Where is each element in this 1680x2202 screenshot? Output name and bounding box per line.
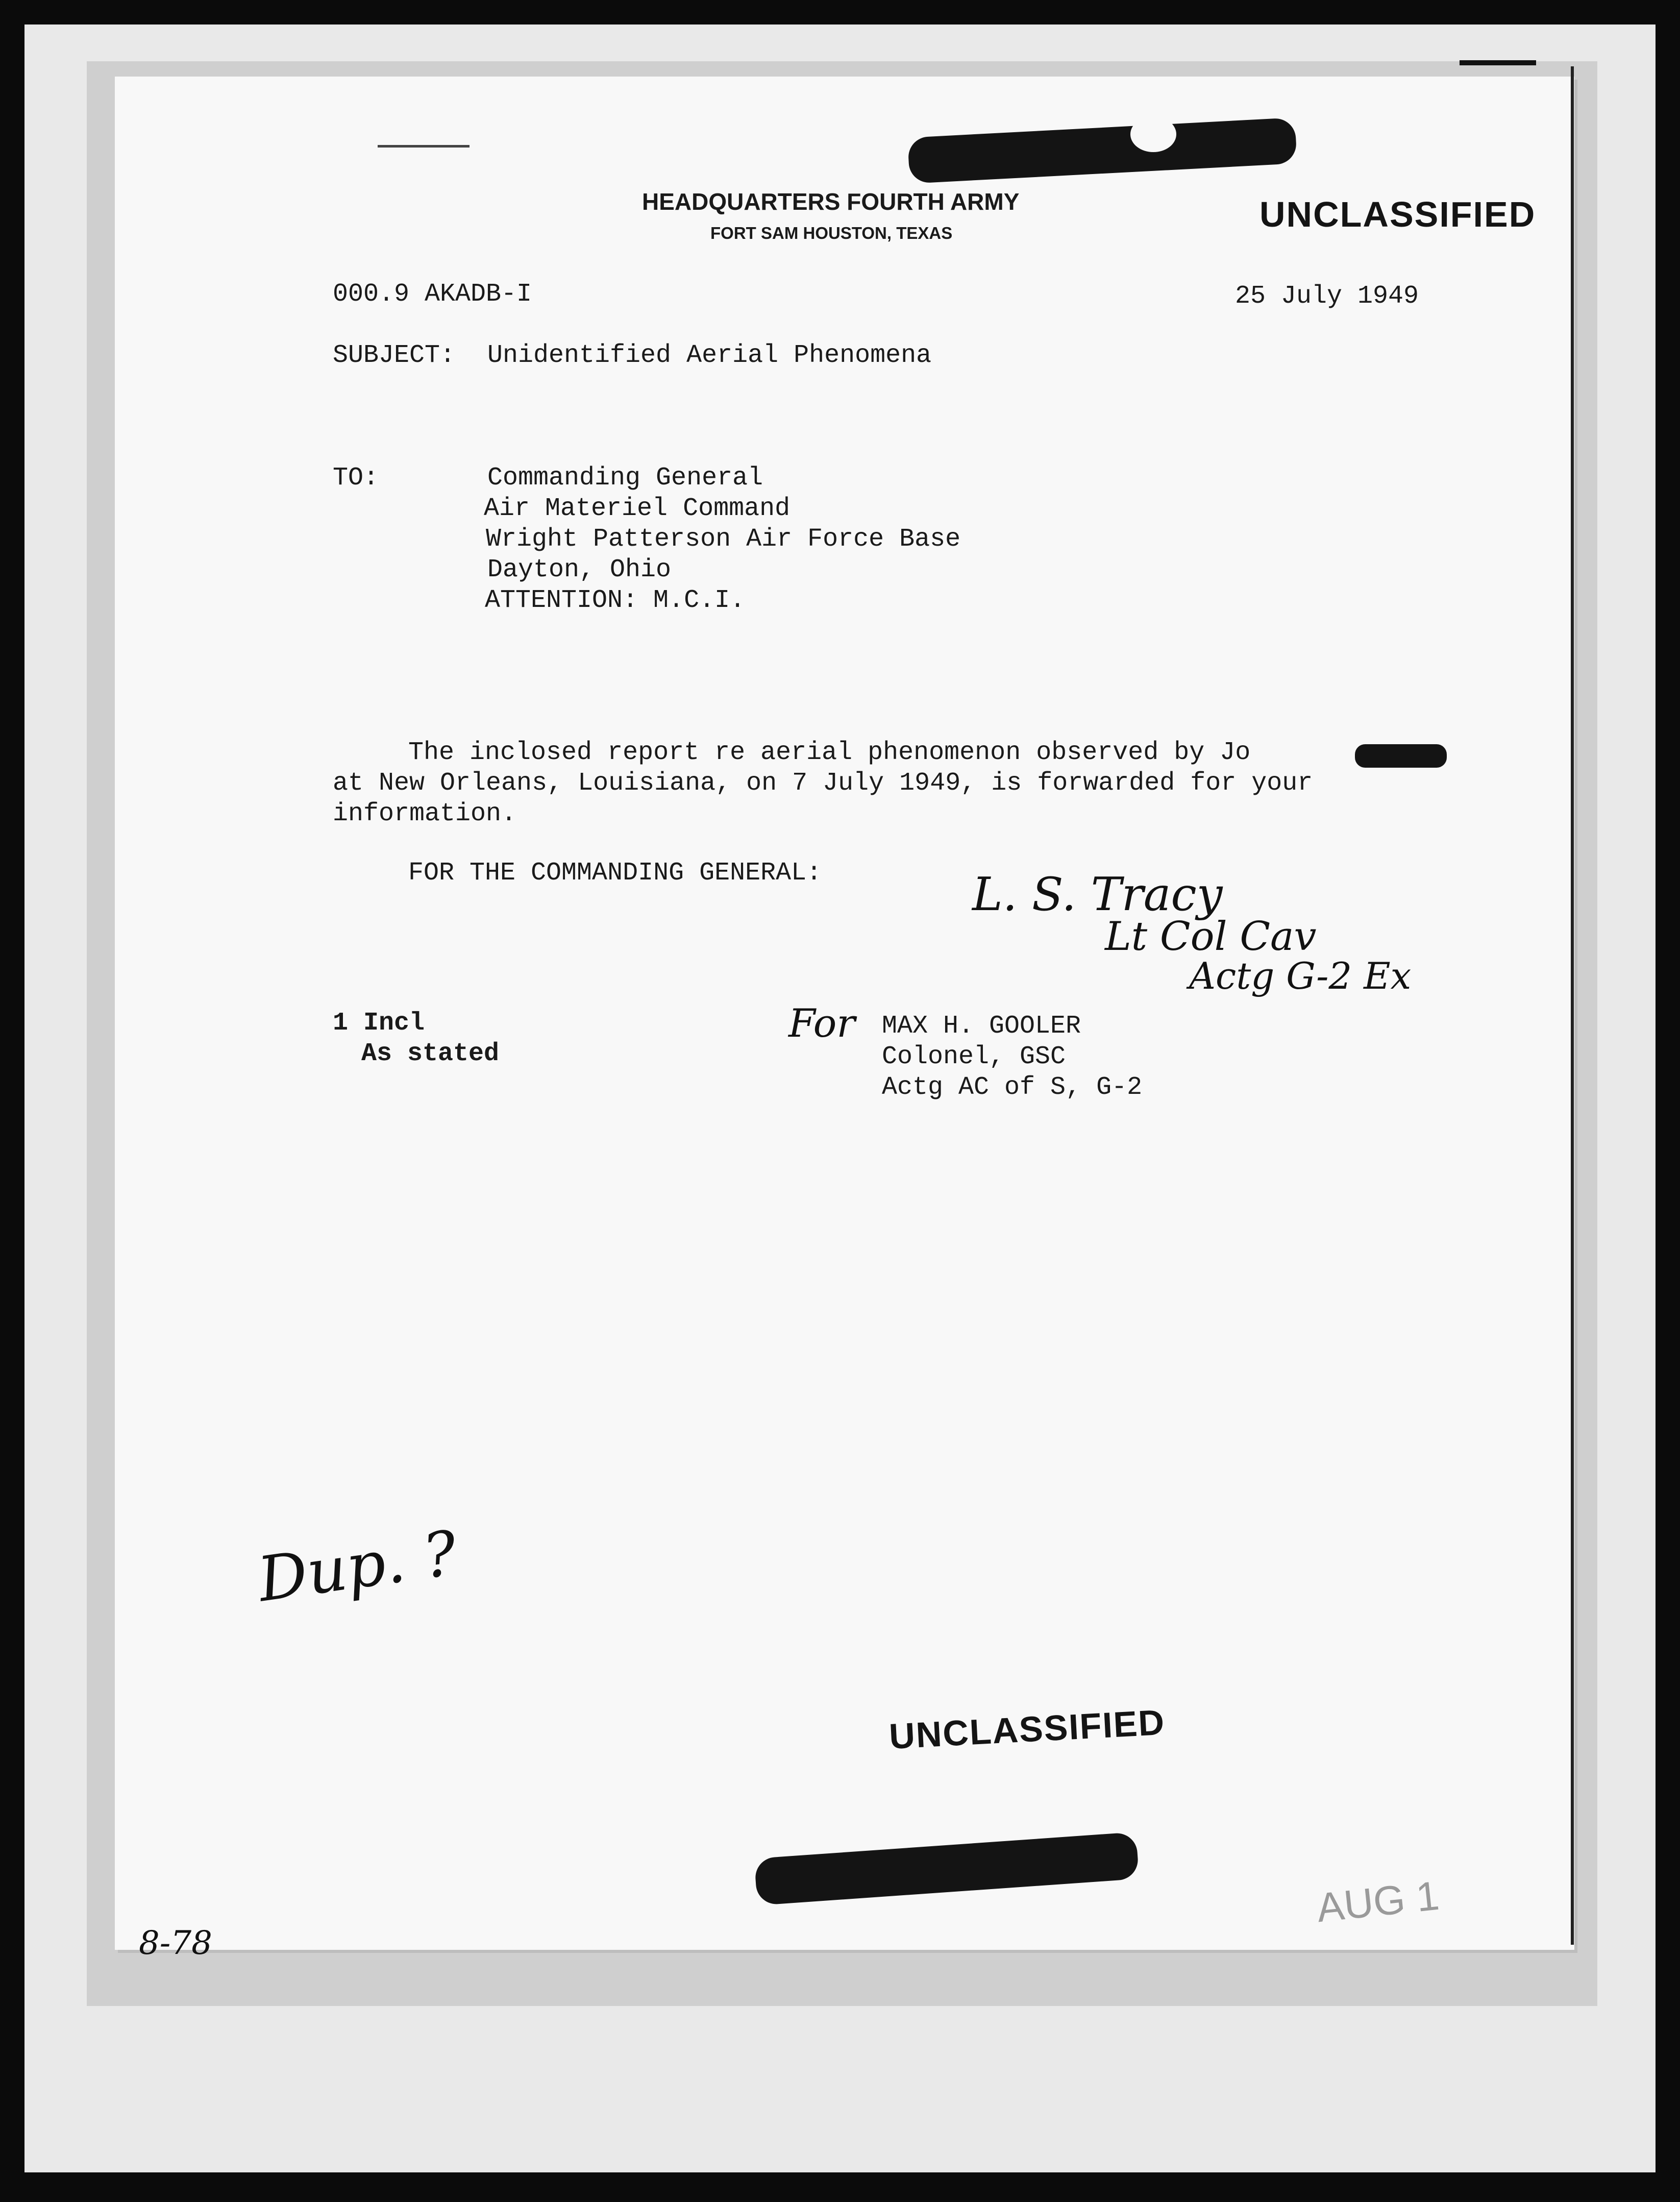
- body-line: information.: [333, 799, 517, 828]
- closing-line: FOR THE COMMANDING GENERAL:: [408, 859, 822, 888]
- address-line: Dayton, Ohio: [487, 555, 672, 584]
- dash-mark: [378, 145, 470, 148]
- letterhead-title: HEADQUARTERS FOURTH ARMY: [642, 188, 1020, 215]
- classification-stamp-bottom: UNCLASSIFIED: [888, 1702, 1166, 1757]
- signer-rank: Colonel, GSC: [882, 1042, 1066, 1071]
- address-line: Commanding General: [487, 463, 763, 493]
- page-edge-line: [1571, 66, 1574, 1945]
- handwritten-title: Actg G-2 Ex: [1189, 955, 1412, 997]
- subject-text: Unidentified Aerial Phenomena: [487, 341, 932, 370]
- address-line: Air Materiel Command: [484, 494, 790, 523]
- handwritten-for: For: [788, 1000, 855, 1046]
- memo-date: 25 July 1949: [1235, 282, 1419, 311]
- handwritten-margin-note: Dup. ?: [254, 1518, 461, 1616]
- to-label: TO:: [333, 463, 379, 493]
- redaction-hole: [1130, 116, 1176, 152]
- file-reference: 000.9 AKADB-I: [333, 280, 532, 309]
- handwritten-rank: Lt Col Cav: [1105, 914, 1317, 960]
- redaction-name: [1355, 744, 1447, 768]
- corner-mark: [1460, 60, 1536, 65]
- letterhead-location: FORT SAM HOUSTON, TEXAS: [710, 224, 953, 242]
- handwritten-signature: L. S. Tracy: [972, 868, 1223, 921]
- handwritten-page-note: 8-78: [139, 1924, 212, 1962]
- address-line: Wright Patterson Air Force Base: [486, 525, 961, 554]
- body-line: at New Orleans, Louisiana, on 7 July 1949, is forwarded for your: [333, 769, 1313, 798]
- body-line: The inclosed report re aerial phenomenon observed by Jo: [408, 738, 1251, 767]
- classification-stamp-top: UNCLASSIFIED: [1259, 194, 1536, 234]
- inclosure-description: As stated: [361, 1039, 500, 1068]
- subject-label: SUBJECT:: [333, 341, 456, 370]
- inclosure-count: 1 Incl: [333, 1009, 425, 1038]
- received-date-stamp: AUG 1: [1314, 1872, 1442, 1931]
- address-attention: ATTENTION: M.C.I.: [485, 586, 746, 615]
- signer-name: MAX H. GOOLER: [882, 1012, 1081, 1041]
- signer-title: Actg AC of S, G-2: [882, 1073, 1143, 1102]
